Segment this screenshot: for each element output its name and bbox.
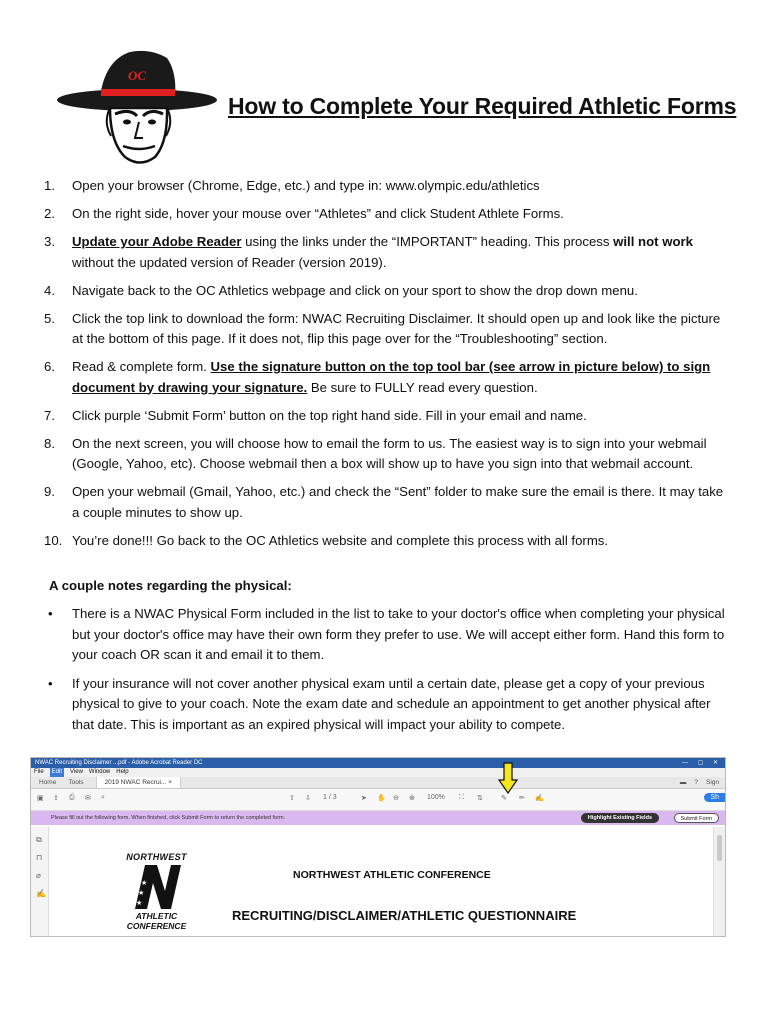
step-text-run: Read & complete form. <box>72 359 211 374</box>
svg-text:★: ★ <box>136 900 143 907</box>
email-icon[interactable]: ✉ <box>85 795 91 802</box>
step-text <box>72 482 734 523</box>
form-info-bar <box>31 811 725 825</box>
tab-bar <box>31 777 725 789</box>
highlight-pen-icon[interactable]: ✏ <box>519 795 525 802</box>
attachment-icon[interactable]: ⌀ <box>36 871 41 880</box>
step-text <box>72 357 734 398</box>
bullet-icon: • <box>48 675 53 691</box>
step-text <box>72 406 734 427</box>
list-item <box>44 531 734 552</box>
step-text-run: without the updated version of Reader (version 2019). <box>72 254 387 270</box>
step-text-run: will not work <box>613 234 693 249</box>
window-titlebar <box>31 758 725 768</box>
menu-edit[interactable]: Edit <box>51 769 63 775</box>
arrow-down-icon <box>498 762 518 794</box>
list-item <box>44 357 734 398</box>
info-text: Please fill out the following form. When finished, click Submit Form to return the completed form. <box>51 815 286 821</box>
submit-form-button[interactable]: Submit Form <box>674 813 719 823</box>
fit-icon[interactable]: ⛶ <box>459 794 464 801</box>
note-text: If your insurance will not cover another physical exam until a certain date, please get a copy of your previous physical to give to your coach. Note the exam date and schedule an appointment to get another physical after that date. This is important as an expired physical will impact your ability to compete. <box>72 675 711 732</box>
list-item <box>44 406 734 427</box>
step-number: 5. <box>44 310 55 326</box>
signature-icon[interactable]: ✍ <box>535 795 544 802</box>
step-text-run: Click the top link to download the form: NWAC Recruiting Disclaimer. It should open up and look like the picture at the bottom of this page. If it does not, flip this page over for the “Troubleshooting” section. <box>72 310 721 346</box>
bullet-icon: • <box>48 606 53 621</box>
window-title: NWAC Recruiting Disclaimer ...pdf - Adobe Acrobat Reader DC <box>35 760 203 766</box>
bookmark-icon[interactable]: ⊓ <box>36 853 43 862</box>
step-text-run: You’re done!!! Go back to the OC Athletics website and complete this process with all forms. <box>72 532 609 548</box>
step-number: 4. <box>44 282 55 298</box>
list-item <box>44 604 734 666</box>
tab-tools[interactable]: Tools <box>68 779 84 786</box>
logo-line-2: CONFERENCE <box>126 921 187 931</box>
step-text <box>72 232 734 273</box>
step-text-run: using the links under the “IMPORTANT” heading. This process <box>241 234 614 249</box>
comment-icon[interactable]: ✎ <box>501 795 507 802</box>
side-panel <box>31 827 49 936</box>
search-icon[interactable]: ⌕ <box>101 794 105 801</box>
upload-icon[interactable]: ⇪ <box>53 795 59 802</box>
svg-text:★: ★ <box>141 880 148 887</box>
zoom-out-icon[interactable]: ⊖ <box>393 795 399 802</box>
step-number: 10. <box>44 532 63 548</box>
nwac-logo <box>119 852 194 937</box>
conference-name: NORTHWEST ATHLETIC CONFERENCE <box>293 869 491 881</box>
step-text-run: Update your Adobe Reader <box>72 234 242 249</box>
list-item <box>44 281 734 302</box>
document-page <box>49 827 713 936</box>
print-icon[interactable]: ⎙ <box>69 794 75 801</box>
step-text-run: Open your browser (Chrome, Edge, etc.) and type in: www.olympic.edu/athletics <box>72 178 540 193</box>
scrollbar[interactable] <box>713 827 725 936</box>
window-controls[interactable]: — ▢ ✕ <box>681 760 722 766</box>
step-number: 8. <box>44 435 55 451</box>
help-icon[interactable]: ? <box>694 779 698 786</box>
page-title: How to Complete Your Required Athletic Forms <box>228 93 737 119</box>
menu-window[interactable]: Window <box>88 769 111 775</box>
step-text-run: Be sure to FULLY read every question. <box>307 379 538 395</box>
step-number: 1. <box>44 178 55 193</box>
sign-panel-icon[interactable]: ✍ <box>36 889 46 898</box>
step-number: 2. <box>44 206 55 221</box>
list-item <box>44 482 734 523</box>
step-text <box>72 176 734 197</box>
logo-top-text: NORTHWEST <box>126 852 187 862</box>
oc-mascot-logo <box>55 42 220 172</box>
step-text-run: On the right side, hover your mouse over “Athletes” and click Student Athlete Forms. <box>72 206 564 221</box>
select-icon[interactable]: ➤ <box>361 795 367 802</box>
save-icon[interactable]: ▣ <box>37 795 44 802</box>
zoom-in-icon[interactable]: ⊕ <box>409 795 415 802</box>
list-item <box>44 204 734 225</box>
steps-list <box>44 176 734 559</box>
nwac-n-mark <box>131 863 183 911</box>
list-item <box>44 434 734 475</box>
list-item <box>44 309 734 350</box>
hand-icon[interactable]: ✋ <box>377 795 386 802</box>
step-number: 7. <box>44 407 55 423</box>
scrollbar-thumb[interactable] <box>717 835 722 861</box>
step-text-run: Click purple ‘Submit Form’ button on the top right hand side. Fill in your email and name. <box>72 407 587 423</box>
pages-icon[interactable]: ⧉ <box>36 835 42 844</box>
step-number: 3. <box>44 234 55 249</box>
step-number: 9. <box>44 484 55 499</box>
acrobat-screenshot <box>30 757 726 937</box>
highlight-fields-button[interactable]: Highlight Existing Fields <box>581 813 659 823</box>
sign-in-link[interactable]: Sign <box>705 779 719 786</box>
step-text-run: Navigate back to the OC Athletics webpage and click on your sport to show the drop down menu. <box>72 282 638 298</box>
step-text <box>72 434 734 475</box>
step-text-run: Use the signature button on the top tool bar (see arrow in picture below) to sign document by drawing your signature. <box>72 359 711 395</box>
chat-icon[interactable]: ▬ <box>679 779 687 786</box>
page-up-icon[interactable]: ⇧ <box>289 795 295 802</box>
step-text <box>72 309 734 350</box>
step-text <box>72 531 734 552</box>
svg-text:★: ★ <box>138 890 145 897</box>
mascot-monogram: OC <box>127 68 147 83</box>
zoom-level[interactable]: 100% <box>427 794 445 801</box>
page-indicator[interactable]: 1 / 3 <box>323 794 337 801</box>
menu-view[interactable]: View <box>70 769 83 775</box>
page-down-icon[interactable]: ⇩ <box>305 795 311 802</box>
logo-line-1: ATHLETIC <box>135 911 178 921</box>
menu-bar <box>31 768 725 777</box>
scroll-icon[interactable]: ⇅ <box>477 795 483 802</box>
tab-home[interactable]: Home <box>39 779 57 786</box>
menu-help[interactable]: Help <box>116 769 129 775</box>
form-subtitle: RECRUITING/DISCLAIMER/ATHLETIC QUESTIONNAIRE <box>232 908 577 923</box>
logo-bottom-text <box>119 911 194 931</box>
step-text <box>72 204 734 225</box>
step-text-run: On the next screen, you will choose how to email the form to us. The easiest way is to sign into your webmail (Google, Yahoo, etc). Choose webmail then a box will show up to have you sign into that webmail account. <box>72 435 707 471</box>
menu-file[interactable]: File <box>34 769 44 775</box>
step-text-run: Open your webmail (Gmail, Yahoo, etc.) and check the “Sent” folder to make sure the email is there. It may take a couple minutes to show up. <box>72 484 724 520</box>
notes-list <box>44 604 734 743</box>
toolbar <box>31 789 725 811</box>
tab-document[interactable]: 2019 NWAC Recrui... × <box>96 777 182 788</box>
list-item <box>44 176 734 197</box>
list-item <box>44 674 734 736</box>
note-text: There is a NWAC Physical Form included in the list to take to your doctor's office when completing your physical but your doctor's office may have their own form they prefer to use. We will accept either form. Hand this form to your coach OR scan it and email it to them. <box>72 606 725 662</box>
share-button[interactable]: Sh <box>704 793 725 802</box>
list-item <box>44 232 734 273</box>
step-number: 6. <box>44 359 55 374</box>
step-text <box>72 281 734 302</box>
notes-heading: A couple notes regarding the physical: <box>49 578 292 593</box>
